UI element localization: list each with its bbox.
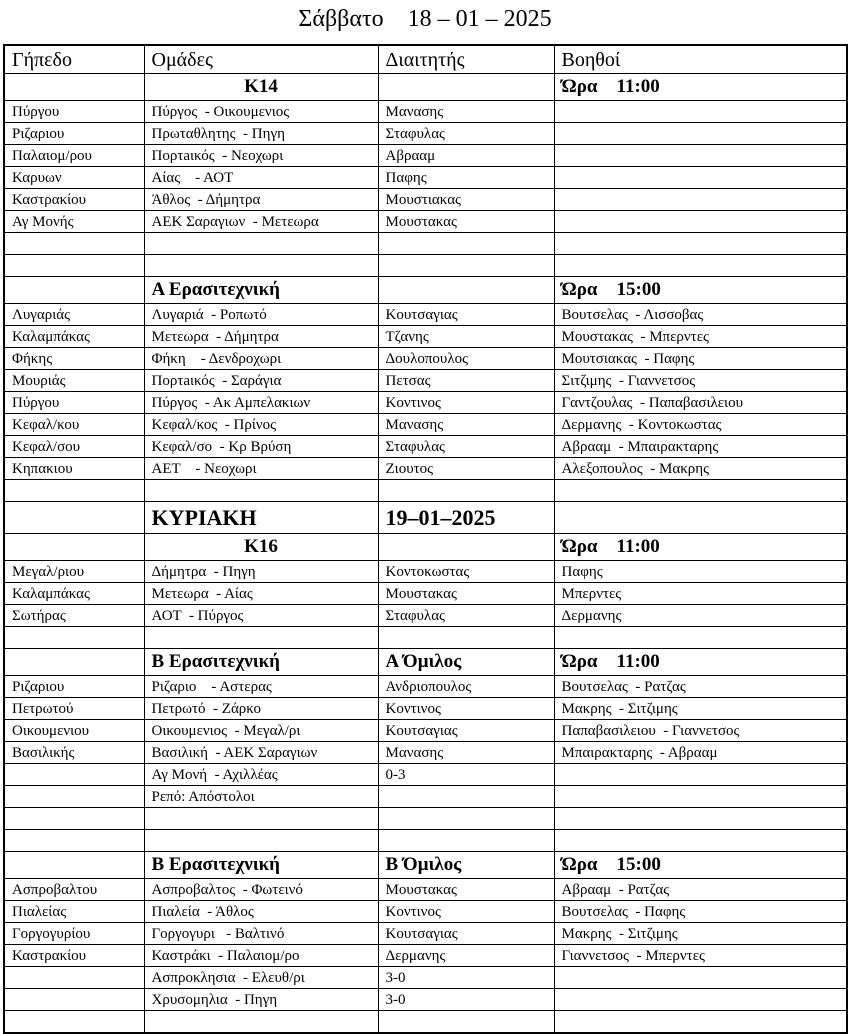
cell-referee: [378, 255, 554, 277]
cell-field: Πύργου: [4, 392, 144, 414]
cell-assistants: Μακρης - Σιτζιμης: [554, 698, 847, 720]
cell-teams: Καστράκι - Παλαιομ/ρο: [144, 945, 378, 967]
table-row: [4, 764, 847, 786]
table-row: [4, 145, 847, 167]
cell-field: [4, 852, 144, 879]
table-row: [4, 605, 847, 627]
cell-field: Μουριάς: [4, 370, 144, 392]
cell-assistants: Μουτσιακας - Παφης: [554, 348, 847, 370]
cell-referee: Μουστακας: [378, 211, 554, 233]
cell-teams: Οικουμενιος - Μεγαλ/ρι: [144, 720, 378, 742]
table-row: [4, 348, 847, 370]
cell-referee: Τζανης: [378, 326, 554, 348]
cell-field: [4, 233, 144, 255]
cell-assistants: [554, 989, 847, 1011]
cell-assistants: Αβρααμ - Ρατζας: [554, 879, 847, 901]
cell-assistants: [554, 233, 847, 255]
table-row: [4, 698, 847, 720]
table-row: [4, 989, 847, 1011]
cell-referee: Κουτσαγιας: [378, 923, 554, 945]
section-heading-row: [4, 74, 847, 101]
cell-referee: [378, 830, 554, 852]
cell-field: Κηπακιου: [4, 458, 144, 480]
cell-field: Καλαμπάκας: [4, 583, 144, 605]
cell-assistants: Γαντζουλας - Παπαβασιλειου: [554, 392, 847, 414]
cell-field: Καρυων: [4, 167, 144, 189]
table-row: [4, 304, 847, 326]
cell-teams: [144, 627, 378, 649]
cell-teams: Χρυσομηλια - Πηγη: [144, 989, 378, 1011]
cell-field: [4, 480, 144, 502]
cell-assistants: Ώρα 11:00: [554, 534, 847, 561]
cell-assistants: Ώρα 15:00: [554, 277, 847, 304]
cell-assistants: [554, 145, 847, 167]
cell-field: Αγ Μονής: [4, 211, 144, 233]
cell-referee: Μουστακας: [378, 879, 554, 901]
cell-field: Λυγαριάς: [4, 304, 144, 326]
cell-teams: Β Ερασιτεχνική: [144, 852, 378, 879]
cell-referee: Ζιουτος: [378, 458, 554, 480]
cell-assistants: [554, 101, 847, 123]
cell-field: Φήκης: [4, 348, 144, 370]
cell-assistants: [554, 786, 847, 808]
cell-teams: Αίας - ΑΟΤ: [144, 167, 378, 189]
table-row: [4, 123, 847, 145]
cell-assistants: Γιαννετσος - Μπερντες: [554, 945, 847, 967]
cell-referee: [378, 74, 554, 101]
cell-field: [4, 808, 144, 830]
cell-referee: Παφης: [378, 167, 554, 189]
cell-field: [4, 764, 144, 786]
section-heading-row: [4, 649, 847, 676]
cell-teams: Κεφαλ/σο - Κρ Βρύση: [144, 436, 378, 458]
table-row: [4, 326, 847, 348]
cell-assistants: Μπερντες: [554, 583, 847, 605]
table-row: [4, 392, 847, 414]
table-row: [4, 101, 847, 123]
header-cell-field: Γήπεδο: [4, 45, 144, 74]
cell-assistants: [554, 123, 847, 145]
cell-referee: Σταφυλας: [378, 605, 554, 627]
cell-teams: Μετεωρα - Δήμητρα: [144, 326, 378, 348]
cell-teams: Λυγαριά - Ροπωτό: [144, 304, 378, 326]
cell-teams: Πορτaικός - Νεοχωρι: [144, 145, 378, 167]
table-row: [4, 627, 847, 649]
header-cell-assistants: Βοηθοί: [554, 45, 847, 74]
cell-assistants: Σιτζιμης - Γιαννετσος: [554, 370, 847, 392]
cell-teams: [144, 255, 378, 277]
cell-teams: Μετεωρα - Αίας: [144, 583, 378, 605]
section-heading-row: [4, 277, 847, 304]
cell-assistants: Αβρααμ - Μπαιρακταρης: [554, 436, 847, 458]
cell-assistants: [554, 189, 847, 211]
cell-assistants: Αλεξοπουλος - Μακρης: [554, 458, 847, 480]
table-row: [4, 189, 847, 211]
cell-assistants: Παπαβασιλειου - Γιαννετσος: [554, 720, 847, 742]
cell-referee: [378, 808, 554, 830]
cell-referee: Σταφυλας: [378, 123, 554, 145]
cell-referee: 3-0: [378, 967, 554, 989]
cell-field: Γοργογυρίου: [4, 923, 144, 945]
header-cell-teams: Ομάδες: [144, 45, 378, 74]
cell-field: Ριζαριου: [4, 123, 144, 145]
cell-referee: Κοντοκωστας: [378, 561, 554, 583]
cell-field: Πετρωτού: [4, 698, 144, 720]
cell-referee: Κουτσαγιας: [378, 304, 554, 326]
table-row: [4, 561, 847, 583]
cell-teams: Άθλος - Δήμητρα: [144, 189, 378, 211]
cell-referee: Β Όμιλος: [378, 852, 554, 879]
cell-field: Οικουμενιου: [4, 720, 144, 742]
cell-field: [4, 649, 144, 676]
cell-referee: Μανασης: [378, 414, 554, 436]
cell-field: Σωτήρας: [4, 605, 144, 627]
table-row: [4, 167, 847, 189]
cell-teams: Φήκη - Δενδροχωρι: [144, 348, 378, 370]
table-row: [4, 233, 847, 255]
cell-assistants: [554, 627, 847, 649]
cell-referee: Αβρααμ: [378, 145, 554, 167]
cell-field: Παλαιομ/ρου: [4, 145, 144, 167]
table-row: [4, 945, 847, 967]
cell-assistants: Βουτσελας - Παφης: [554, 901, 847, 923]
cell-referee: Α Όμιλος: [378, 649, 554, 676]
cell-field: Κεφαλ/κου: [4, 414, 144, 436]
cell-teams: Πετρωτό - Ζάρκο: [144, 698, 378, 720]
cell-teams: [144, 480, 378, 502]
cell-referee: Μανασης: [378, 742, 554, 764]
cell-referee: Μουστιακας: [378, 189, 554, 211]
cell-referee: 19–01–2025: [378, 502, 554, 534]
cell-teams: ΑΟΤ - Πύργος: [144, 605, 378, 627]
cell-teams: Ασπροκλησια - Ελευθ/ρι: [144, 967, 378, 989]
cell-field: [4, 989, 144, 1011]
cell-field: Καλαμπάκας: [4, 326, 144, 348]
cell-field: [4, 830, 144, 852]
cell-assistants: [554, 830, 847, 852]
table-row: [4, 480, 847, 502]
cell-field: [4, 534, 144, 561]
cell-teams: Δήμητρα - Πηγη: [144, 561, 378, 583]
table-row: [4, 676, 847, 698]
cell-teams: [144, 830, 378, 852]
cell-referee: Μανασης: [378, 101, 554, 123]
cell-assistants: [554, 255, 847, 277]
cell-teams: Α Ερασιτεχνική: [144, 277, 378, 304]
section-heading-row: [4, 852, 847, 879]
table-row: [4, 923, 847, 945]
cell-assistants: Ώρα 15:00: [554, 852, 847, 879]
cell-teams: [144, 808, 378, 830]
cell-field: [4, 277, 144, 304]
cell-field: Ασπροβαλτου: [4, 879, 144, 901]
cell-referee: Μουστακας: [378, 583, 554, 605]
cell-teams: [144, 233, 378, 255]
table-row: [4, 879, 847, 901]
cell-assistants: [554, 502, 847, 534]
cell-assistants: Ώρα 11:00: [554, 649, 847, 676]
cell-field: Καστρακίου: [4, 945, 144, 967]
table-row: [4, 967, 847, 989]
cell-field: Ριζαριου: [4, 676, 144, 698]
cell-teams: Β Ερασιτεχνική: [144, 649, 378, 676]
cell-assistants: [554, 764, 847, 786]
cell-assistants: Δερμανης - Κοντοκωστας: [554, 414, 847, 436]
header-row: [4, 45, 847, 74]
cell-referee: Κοντινος: [378, 901, 554, 923]
schedule-body: [4, 45, 847, 1033]
cell-assistants: Μακρης - Σιτζιμης: [554, 923, 847, 945]
table-row: [4, 786, 847, 808]
cell-referee: 0-3: [378, 764, 554, 786]
cell-assistants: Βουτσελας - Ρατζας: [554, 676, 847, 698]
cell-assistants: [554, 167, 847, 189]
cell-teams: ΑΕΤ - Νεοχωρι: [144, 458, 378, 480]
table-row: [4, 458, 847, 480]
cell-assistants: Βουτσελας - Λισσοβας: [554, 304, 847, 326]
page-title: Σάββατο 18 – 01 – 2025: [298, 6, 552, 32]
cell-assistants: Δερμανης: [554, 605, 847, 627]
cell-teams: Κ14: [144, 74, 378, 101]
cell-referee: [378, 786, 554, 808]
table-row: [4, 211, 847, 233]
table-row: [4, 370, 847, 392]
cell-referee: [378, 277, 554, 304]
cell-referee: Κουτσαγιας: [378, 720, 554, 742]
table-row: [4, 436, 847, 458]
cell-teams: Αγ Μονή - Αχιλλέας: [144, 764, 378, 786]
cell-field: Πύργου: [4, 101, 144, 123]
cell-assistants: Ώρα 11:00: [554, 74, 847, 101]
cell-teams: Κ16: [144, 534, 378, 561]
cell-referee: Κοντινος: [378, 392, 554, 414]
cell-referee: Δερμανης: [378, 945, 554, 967]
cell-referee: Δουλοπουλος: [378, 348, 554, 370]
cell-field: Καστρακίου: [4, 189, 144, 211]
cell-field: [4, 627, 144, 649]
cell-referee: Ανδριοπουλος: [378, 676, 554, 698]
cell-referee: [378, 233, 554, 255]
cell-assistants: [554, 211, 847, 233]
cell-teams: Ρεπό: Απόστολοι: [144, 786, 378, 808]
cell-assistants: Μουστακας - Μπερντες: [554, 326, 847, 348]
cell-teams: ΑΕΚ Σαραγιων - Μετεωρα: [144, 211, 378, 233]
cell-referee: 3-0: [378, 989, 554, 1011]
cell-field: [4, 74, 144, 101]
cell-assistants: Παφης: [554, 561, 847, 583]
table-row: [4, 255, 847, 277]
table-row: [4, 720, 847, 742]
cell-referee: Σταφυλας: [378, 436, 554, 458]
table-row: [4, 742, 847, 764]
cell-teams: ΚΥΡΙΑΚΗ: [144, 502, 378, 534]
table-row: [4, 583, 847, 605]
table-row: [4, 901, 847, 923]
cell-assistants: [554, 480, 847, 502]
cell-field: [4, 255, 144, 277]
cell-teams: Πιαλεία - Άθλος: [144, 901, 378, 923]
cell-assistants: [554, 808, 847, 830]
cell-referee: Κοντινος: [378, 698, 554, 720]
cell-teams: Πύργος - Ακ Αμπελακιων: [144, 392, 378, 414]
day-heading-row: [4, 502, 847, 534]
cell-field: Βασιλικής: [4, 742, 144, 764]
section-heading-row: [4, 534, 847, 561]
cell-teams: Πορτaικός - Σαράγια: [144, 370, 378, 392]
cell-field: Μεγαλ/ριου: [4, 561, 144, 583]
cell-field: [4, 786, 144, 808]
cell-teams: Πρωταθλητης - Πηγη: [144, 123, 378, 145]
cell-referee: Πετσας: [378, 370, 554, 392]
cell-field: [4, 967, 144, 989]
cell-teams: Κεφαλ/κος - Πρίνος: [144, 414, 378, 436]
cell-field: [4, 502, 144, 534]
cell-referee: [378, 627, 554, 649]
cell-teams: Βασιλική - ΑΕΚ Σαραγιων: [144, 742, 378, 764]
cell-referee: [378, 534, 554, 561]
cell-referee: [378, 480, 554, 502]
table-row: [4, 808, 847, 830]
cell-teams: Γοργογυρι - Βαλτινό: [144, 923, 378, 945]
cell-assistants: Μπαιρακταρης - Αβρααμ: [554, 742, 847, 764]
cell-teams: Ασπροβαλτος - Φωτεινό: [144, 879, 378, 901]
schedule-table: [3, 44, 848, 1034]
cell-teams: Πύργος - Οικουμενιος: [144, 101, 378, 123]
cell-field: Κεφαλ/σου: [4, 436, 144, 458]
cell-field: Πιαλείας: [4, 901, 144, 923]
header-cell-referee: Διαιτητής: [378, 45, 554, 74]
cell-teams: Ριζαριο - Αστερας: [144, 676, 378, 698]
table-row: [4, 414, 847, 436]
cell-assistants: [554, 967, 847, 989]
table-row: [4, 830, 847, 852]
